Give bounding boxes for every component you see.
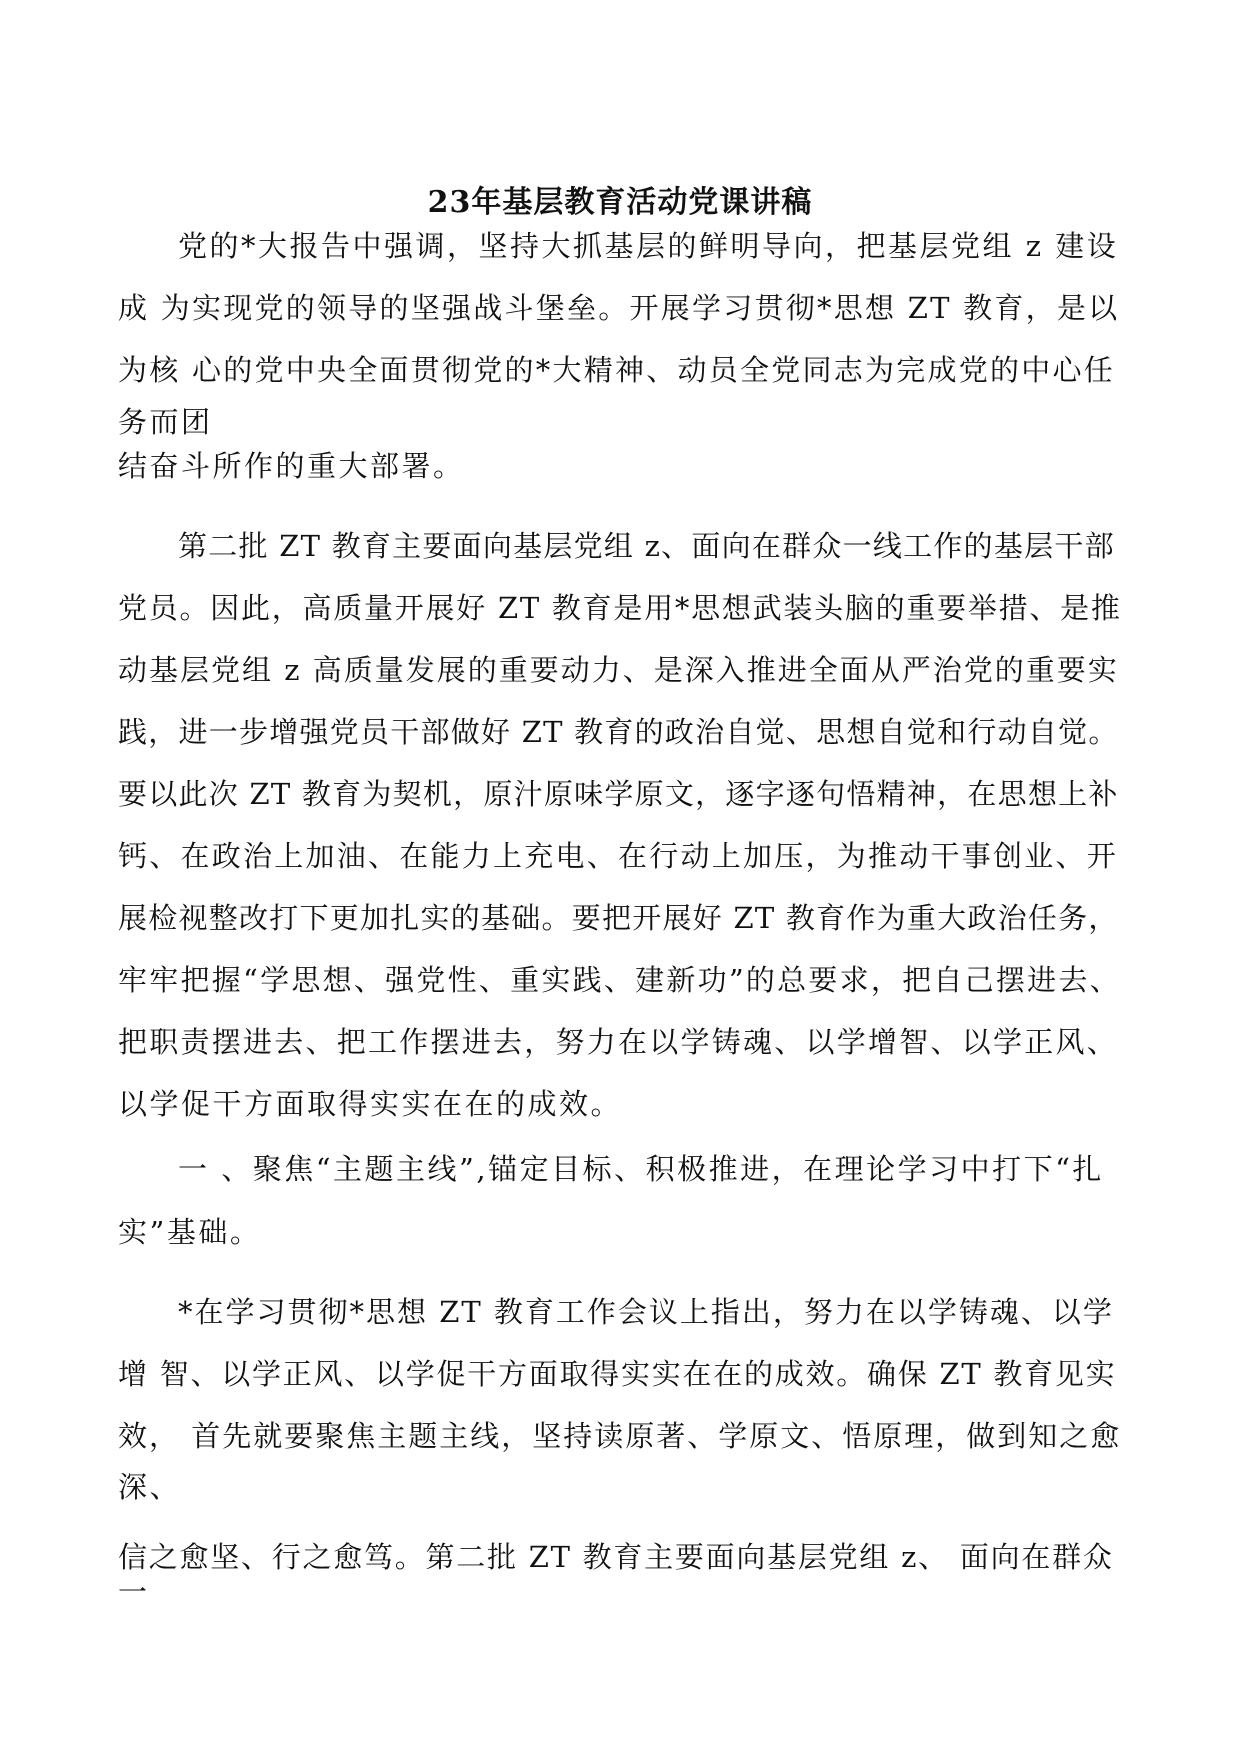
text-line: 效， 首先就要聚焦主题主线，坚持读原著、学原文、悟原理，做到知之愈 <box>118 1419 1122 1453</box>
text-line: 增 智、以学正风、以学促干方面取得实实在在的成效。确保 ZT 教育见实 <box>118 1357 1117 1391</box>
text-line: 一 <box>118 1575 150 1609</box>
text-line: 结奋斗所作的重大部署。 <box>118 449 465 483</box>
text-line: 成 为实现党的领导的坚强战斗堡垒。开展学习贯彻*思想 ZT 教育，是以 <box>118 291 1120 325</box>
text-line: 信之愈坚、行之愈笃。第二批 ZT 教育主要面向基层党组 z、 面向在群众 <box>118 1540 1114 1574</box>
text-line: 深、 <box>118 1470 182 1504</box>
text-line: *在学习贯彻*思想 ZT 教育工作会议上指出，努力在以学铸魂、以学 <box>178 1295 1114 1329</box>
text-line: 党的*大报告中强调，坚持大抓基层的鲜明导向，把基层党组 z 建设 <box>178 229 1119 263</box>
text-line: 钙、在政治上加油、在能力上充电、在行动上加压，为推动干事创业、开 <box>118 839 1119 873</box>
text-line: 要以此次 ZT 教育为契机，原汁原味学原文，逐字逐句悟精神，在思想上补 <box>118 777 1119 811</box>
text-line: 展检视整改打下更加扎实的基础。要把开展好 ZT 教育作为重大政治任务， <box>118 901 1119 935</box>
text-line: 第二批 ZT 教育主要面向基层党组 z、面向在群众一线工作的基层干部 <box>178 529 1115 563</box>
text-line: 把职责摆进去、把工作摆进去，努力在以学铸魂、以学增智、以学正风、 <box>118 1025 1119 1059</box>
text-line: 党员。因此，高质量开展好 ZT 教育是用*思想武装头脑的重要举措、是推 <box>118 591 1122 625</box>
text-line: 以学促干方面取得实实在在的成效。 <box>118 1087 623 1121</box>
section-heading-line: 一 、聚焦“主题主线”,锚定目标、积极推进，在理论学习中打下“扎 <box>178 1152 1104 1186</box>
text-line: 践，进一步增强党员干部做好 ZT 教育的政治自觉、思想自觉和行动自觉。 <box>118 715 1119 749</box>
text-line: 动基层党组 z 高质量发展的重要动力、是深入推进全面从严治党的重要实 <box>118 653 1119 687</box>
section-heading-line: 实”基础。 <box>118 1215 262 1249</box>
document-title: 23年基层教育活动党课讲稿 <box>427 185 813 220</box>
text-line: 牢牢把握“学思想、强党性、重实践、建新功”的总要求，把自己摆进去、 <box>118 963 1121 997</box>
text-line: 为核 心的党中央全面贯彻党的*大精神、动员全党同志为完成党的中心任 <box>118 353 1115 387</box>
text-line: 务而团 <box>118 405 213 439</box>
